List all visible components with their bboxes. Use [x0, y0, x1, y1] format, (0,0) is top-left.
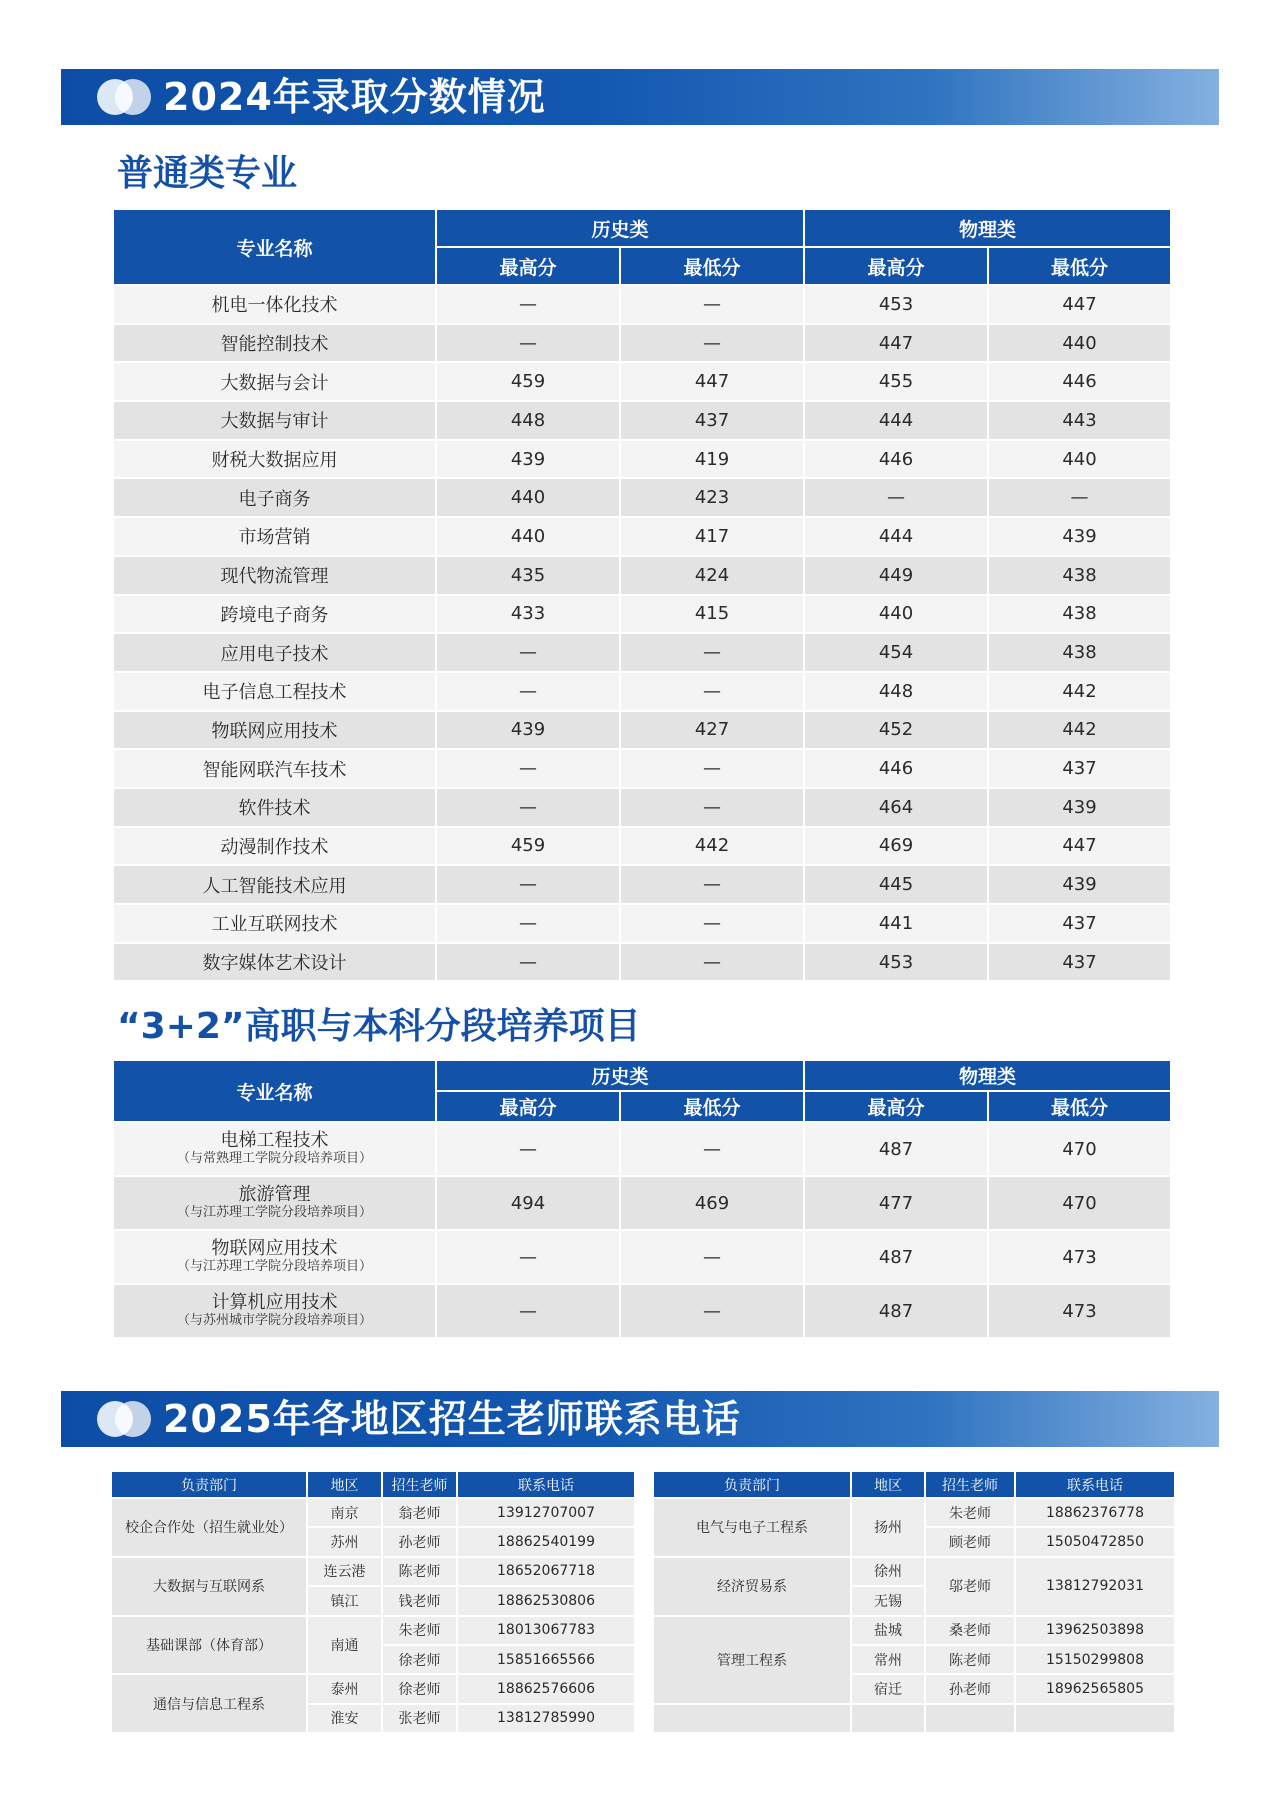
physics-max-cell: —: [804, 478, 988, 517]
phone-header: 联系电话: [1015, 1471, 1175, 1498]
empty-cell: [925, 1704, 1015, 1733]
major-name-cell: 物联网应用技术: [113, 711, 436, 750]
history-max-cell: —: [436, 633, 620, 672]
empty-cell: [1015, 1704, 1175, 1733]
major-name-cell: 软件技术: [113, 788, 436, 827]
physics-header: 物理类: [804, 209, 1171, 247]
physics-max-cell: 448: [804, 672, 988, 711]
table-row: [111, 1557, 635, 1586]
physics-min-cell: 438: [988, 633, 1171, 672]
physics-max-cell: 441: [804, 904, 988, 943]
history-max-cell: —: [436, 865, 620, 904]
region-cell: 淮安: [307, 1704, 382, 1733]
table-row: [111, 1674, 635, 1703]
table-row: [113, 556, 1171, 595]
phone-cell[interactable]: 15851665566: [457, 1645, 635, 1674]
history-min-header: 最低分: [620, 1091, 804, 1122]
table-row: [113, 904, 1171, 943]
history-min-cell: —: [620, 904, 804, 943]
physics-min-cell: 437: [988, 749, 1171, 788]
history-max-cell: 433: [436, 595, 620, 634]
physics-min-cell: 447: [988, 827, 1171, 866]
table-row: [113, 1176, 1171, 1230]
physics-min-cell: 437: [988, 943, 1171, 982]
teacher-cell: 张老师: [382, 1704, 457, 1733]
history-max-cell: —: [436, 285, 620, 324]
physics-min-cell: 440: [988, 324, 1171, 363]
major-name-cell: 数字媒体艺术设计: [113, 943, 436, 982]
history-max-cell: 440: [436, 478, 620, 517]
contacts-table-right: [652, 1470, 1176, 1734]
physics-max-cell: 477: [804, 1176, 988, 1230]
phone-cell[interactable]: 18862540199: [457, 1527, 635, 1556]
history-min-cell: —: [620, 1284, 804, 1338]
general-scores-table: [112, 208, 1172, 982]
major-name: 电梯工程技术: [220, 1130, 329, 1151]
teacher-cell: 顾老师: [925, 1527, 1015, 1556]
physics-max-cell: 453: [804, 285, 988, 324]
physics-min-cell: —: [988, 478, 1171, 517]
region-cell: 宿迁: [851, 1674, 925, 1703]
physics-min-header: 最低分: [988, 247, 1171, 285]
physics-max-cell: 453: [804, 943, 988, 982]
major-partner-note: （与常熟理工学院分段培养项目）: [176, 1151, 372, 1166]
region-header: 地区: [307, 1471, 382, 1498]
history-max-cell: —: [436, 1122, 620, 1176]
region-cell: 南通: [307, 1616, 382, 1675]
phone-header: 联系电话: [457, 1471, 635, 1498]
major-name-cell: 大数据与审计: [113, 401, 436, 440]
major-name-cell: 财税大数据应用: [113, 440, 436, 479]
history-max-cell: 459: [436, 362, 620, 401]
physics-min-cell: 447: [988, 285, 1171, 324]
physics-min-cell: 442: [988, 711, 1171, 750]
history-max-cell: —: [436, 749, 620, 788]
table-row: [113, 324, 1171, 363]
empty-cell: [653, 1704, 851, 1733]
major-name-cell: [113, 1284, 436, 1338]
contacts-table-left: [110, 1470, 636, 1734]
history-header: 历史类: [436, 1060, 804, 1091]
history-min-cell: 419: [620, 440, 804, 479]
table-row: [113, 672, 1171, 711]
history-max-cell: —: [436, 1230, 620, 1284]
physics-min-cell: 470: [988, 1176, 1171, 1230]
phone-cell[interactable]: 18862576606: [457, 1674, 635, 1703]
dept-cell: 大数据与互联网系: [111, 1557, 307, 1616]
history-min-cell: 424: [620, 556, 804, 595]
teacher-cell: 邬老师: [925, 1557, 1015, 1616]
history-header: 历史类: [436, 209, 804, 247]
major-name-cell: [113, 1176, 436, 1230]
teacher-header: 招生老师: [925, 1471, 1015, 1498]
major-name-cell: 跨境电子商务: [113, 595, 436, 634]
phone-cell[interactable]: 18962565805: [1015, 1674, 1175, 1703]
phone-cell[interactable]: 18862530806: [457, 1586, 635, 1615]
table-row: [111, 1498, 635, 1527]
physics-min-header: 最低分: [988, 1091, 1171, 1122]
physics-max-header: 最高分: [804, 247, 988, 285]
history-max-cell: —: [436, 672, 620, 711]
teacher-cell: 孙老师: [925, 1674, 1015, 1703]
phone-cell[interactable]: 18013067783: [457, 1616, 635, 1645]
physics-max-cell: 487: [804, 1230, 988, 1284]
history-max-cell: —: [436, 904, 620, 943]
major-name-header: 专业名称: [113, 1060, 436, 1122]
phone-cell[interactable]: 13962503898: [1015, 1616, 1175, 1645]
physics-max-cell: 449: [804, 556, 988, 595]
history-min-cell: 423: [620, 478, 804, 517]
history-max-cell: 439: [436, 711, 620, 750]
history-min-cell: —: [620, 943, 804, 982]
table-row: [113, 1230, 1171, 1284]
physics-max-cell: 452: [804, 711, 988, 750]
history-max-cell: 435: [436, 556, 620, 595]
physics-min-cell: 437: [988, 904, 1171, 943]
dept-cell: 校企合作处（招生就业处）: [111, 1498, 307, 1557]
teacher-cell: 徐老师: [382, 1674, 457, 1703]
dept-header: 负责部门: [111, 1471, 307, 1498]
history-min-cell: 442: [620, 827, 804, 866]
physics-max-cell: 444: [804, 401, 988, 440]
history-max-cell: 494: [436, 1176, 620, 1230]
physics-min-cell: 439: [988, 865, 1171, 904]
table-row: [113, 865, 1171, 904]
physics-min-cell: 443: [988, 401, 1171, 440]
history-min-cell: 427: [620, 711, 804, 750]
history-min-cell: —: [620, 633, 804, 672]
teacher-header: 招生老师: [382, 1471, 457, 1498]
table-row: [653, 1498, 1175, 1527]
history-max-cell: —: [436, 324, 620, 363]
major-name: 计算机应用技术: [211, 1292, 338, 1313]
major-name: 物联网应用技术: [211, 1238, 338, 1259]
teacher-cell: 徐老师: [382, 1645, 457, 1674]
table-row: [113, 943, 1171, 982]
physics-header: 物理类: [804, 1060, 1171, 1091]
teacher-cell: 桑老师: [925, 1616, 1015, 1645]
physics-min-cell: 442: [988, 672, 1171, 711]
region-cell: 无锡: [851, 1586, 925, 1615]
region-cell: 苏州: [307, 1527, 382, 1556]
history-min-cell: 437: [620, 401, 804, 440]
table-row: [113, 711, 1171, 750]
table-row: [113, 478, 1171, 517]
major-name-cell: 应用电子技术: [113, 633, 436, 672]
banner-circles-icon: [97, 1401, 151, 1437]
threetwo-program-title: “3+2”高职与本科分段培养项目: [117, 1006, 641, 1047]
physics-min-cell: 473: [988, 1230, 1171, 1284]
region-cell: 盐城: [851, 1616, 925, 1645]
major-partner-note: （与苏州城市学院分段培养项目）: [176, 1313, 372, 1328]
major-name-cell: 工业互联网技术: [113, 904, 436, 943]
table-row: [653, 1557, 1175, 1586]
general-majors-title: 普通类专业: [117, 153, 298, 194]
section-banner-2024: [61, 69, 1219, 125]
major-name-cell: 机电一体化技术: [113, 285, 436, 324]
major-partner-note: （与江苏理工学院分段培养项目）: [176, 1259, 372, 1274]
region-header: 地区: [851, 1471, 925, 1498]
dept-cell: 管理工程系: [653, 1616, 851, 1704]
physics-max-cell: 455: [804, 362, 988, 401]
empty-cell: [851, 1704, 925, 1733]
region-cell: 常州: [851, 1645, 925, 1674]
history-min-header: 最低分: [620, 247, 804, 285]
dept-cell: 通信与信息工程系: [111, 1674, 307, 1733]
physics-min-cell: 446: [988, 362, 1171, 401]
banner-title: 2025年各地区招生老师联系电话: [163, 1397, 741, 1441]
history-min-cell: —: [620, 1122, 804, 1176]
history-max-cell: —: [436, 788, 620, 827]
major-name-cell: 现代物流管理: [113, 556, 436, 595]
dept-cell: 经济贸易系: [653, 1557, 851, 1616]
region-cell: 连云港: [307, 1557, 382, 1586]
major-partner-note: （与江苏理工学院分段培养项目）: [176, 1205, 372, 1220]
history-min-cell: —: [620, 324, 804, 363]
table-row: [113, 285, 1171, 324]
history-max-header: 最高分: [436, 1091, 620, 1122]
dept-header: 负责部门: [653, 1471, 851, 1498]
teacher-cell: 陈老师: [382, 1557, 457, 1586]
major-name-cell: 电子信息工程技术: [113, 672, 436, 711]
table-row: [113, 1122, 1171, 1176]
region-cell: 镇江: [307, 1586, 382, 1615]
history-min-cell: —: [620, 1230, 804, 1284]
major-name: 旅游管理: [238, 1184, 311, 1205]
phone-cell[interactable]: 13912707007: [457, 1498, 635, 1527]
table-row: [113, 595, 1171, 634]
major-name-cell: [113, 1122, 436, 1176]
history-min-cell: —: [620, 749, 804, 788]
teacher-cell: 孙老师: [382, 1527, 457, 1556]
table-row: [113, 401, 1171, 440]
table-row: [113, 633, 1171, 672]
phone-cell[interactable]: 18862376778: [1015, 1498, 1175, 1527]
physics-max-cell: 446: [804, 749, 988, 788]
history-max-cell: 459: [436, 827, 620, 866]
banner-title: 2024年录取分数情况: [163, 75, 546, 119]
region-cell: 徐州: [851, 1557, 925, 1586]
table-row: [113, 517, 1171, 556]
history-max-cell: —: [436, 943, 620, 982]
major-name-cell: 智能网联汽车技术: [113, 749, 436, 788]
history-min-cell: 415: [620, 595, 804, 634]
history-min-cell: —: [620, 672, 804, 711]
physics-max-cell: 446: [804, 440, 988, 479]
physics-max-cell: 487: [804, 1284, 988, 1338]
region-cell: 南京: [307, 1498, 382, 1527]
threetwo-scores-table: [112, 1059, 1172, 1339]
physics-min-cell: 438: [988, 556, 1171, 595]
table-row: [113, 749, 1171, 788]
phone-cell[interactable]: 13812792031: [1015, 1557, 1175, 1616]
physics-max-cell: 464: [804, 788, 988, 827]
major-name-header: 专业名称: [113, 209, 436, 285]
dept-cell: 电气与电子工程系: [653, 1498, 851, 1557]
physics-min-cell: 473: [988, 1284, 1171, 1338]
region-cell: 扬州: [851, 1498, 925, 1557]
teacher-cell: 陈老师: [925, 1645, 1015, 1674]
table-row: [113, 440, 1171, 479]
phone-cell[interactable]: 15050472850: [1015, 1527, 1175, 1556]
physics-max-cell: 487: [804, 1122, 988, 1176]
history-min-cell: 417: [620, 517, 804, 556]
phone-cell[interactable]: 15150299808: [1015, 1645, 1175, 1674]
major-name-cell: 电子商务: [113, 478, 436, 517]
section-banner-2025: [61, 1391, 1219, 1447]
phone-cell[interactable]: 13812785990: [457, 1704, 635, 1733]
major-name-cell: 动漫制作技术: [113, 827, 436, 866]
table-row: [113, 827, 1171, 866]
physics-min-cell: 439: [988, 517, 1171, 556]
table-row: [113, 362, 1171, 401]
major-name-cell: 人工智能技术应用: [113, 865, 436, 904]
physics-min-cell: 439: [988, 788, 1171, 827]
physics-min-cell: 440: [988, 440, 1171, 479]
physics-max-header: 最高分: [804, 1091, 988, 1122]
teacher-cell: 翁老师: [382, 1498, 457, 1527]
physics-max-cell: 445: [804, 865, 988, 904]
history-max-header: 最高分: [436, 247, 620, 285]
history-max-cell: 448: [436, 401, 620, 440]
history-min-cell: —: [620, 865, 804, 904]
table-row: [113, 1284, 1171, 1338]
physics-max-cell: 440: [804, 595, 988, 634]
history-min-cell: 469: [620, 1176, 804, 1230]
history-max-cell: —: [436, 1284, 620, 1338]
history-min-cell: —: [620, 285, 804, 324]
region-cell: 泰州: [307, 1674, 382, 1703]
physics-min-cell: 438: [988, 595, 1171, 634]
table-row: [111, 1616, 635, 1645]
history-max-cell: 439: [436, 440, 620, 479]
major-name-cell: 智能控制技术: [113, 324, 436, 363]
dept-cell: 基础课部（体育部）: [111, 1616, 307, 1675]
teacher-cell: 朱老师: [382, 1616, 457, 1645]
physics-max-cell: 444: [804, 517, 988, 556]
history-min-cell: 447: [620, 362, 804, 401]
major-name-cell: [113, 1230, 436, 1284]
table-row: [653, 1616, 1175, 1645]
table-row: [113, 788, 1171, 827]
major-name-cell: 市场营销: [113, 517, 436, 556]
phone-cell[interactable]: 18652067718: [457, 1557, 635, 1586]
table-row-empty: [653, 1704, 1175, 1733]
physics-max-cell: 469: [804, 827, 988, 866]
history-min-cell: —: [620, 788, 804, 827]
physics-min-cell: 470: [988, 1122, 1171, 1176]
physics-max-cell: 447: [804, 324, 988, 363]
major-name-cell: 大数据与会计: [113, 362, 436, 401]
physics-max-cell: 454: [804, 633, 988, 672]
teacher-cell: 钱老师: [382, 1586, 457, 1615]
banner-circles-icon: [97, 79, 151, 115]
teacher-cell: 朱老师: [925, 1498, 1015, 1527]
history-max-cell: 440: [436, 517, 620, 556]
